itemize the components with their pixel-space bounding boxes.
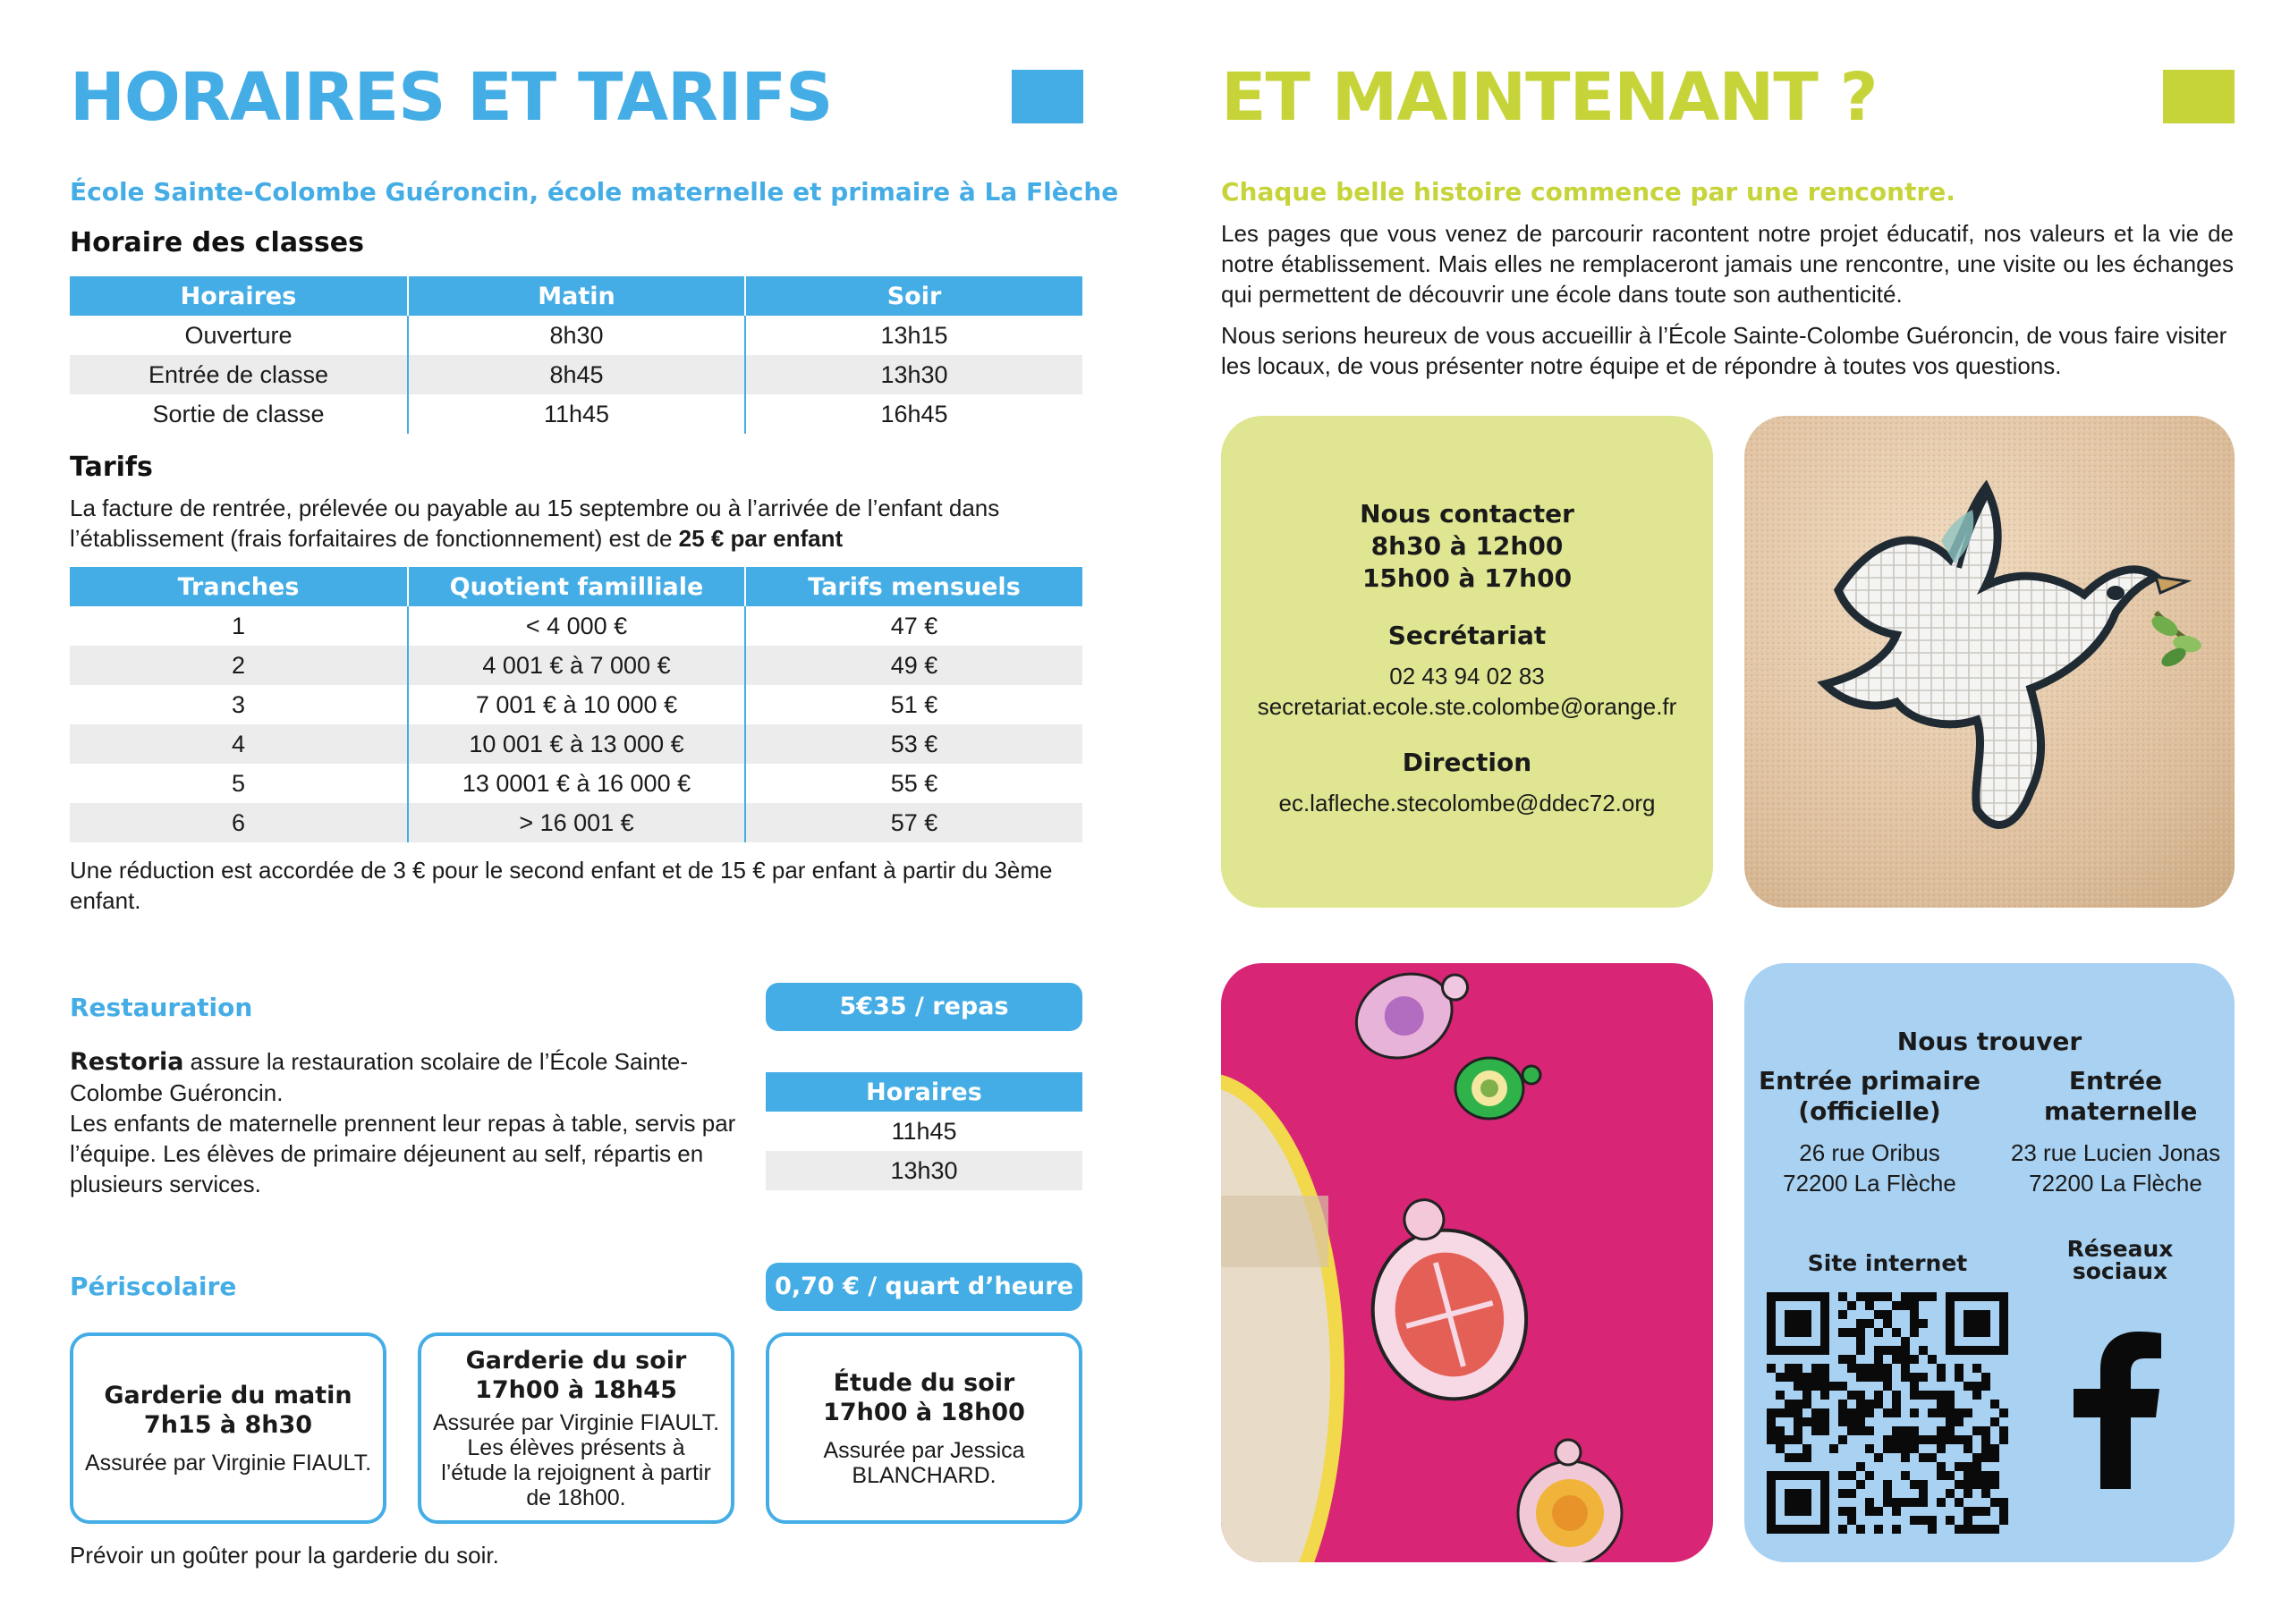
table-cell: 57 € [745, 803, 1082, 842]
table-row [766, 1112, 1082, 1151]
table-cell: 6 [70, 803, 408, 842]
site-label: Site internet [1807, 1250, 1968, 1276]
secretariat-email[interactable]: secretariat.ecole.ste.colombe@orange.fr [1257, 693, 1677, 720]
table-row [70, 606, 1082, 646]
table-row [70, 646, 1082, 685]
box-description: Assurée par Jessica BLANCHARD. [823, 1438, 1025, 1488]
title-accent-square [2163, 70, 2235, 123]
turtles-wall-photo [1221, 963, 1713, 1562]
intro-paragraph-2: Nous serions heureux de vous accueillir à l’École Sainte-Colombe Guéroncin, de vous faire visiter les locaux, de vous présenter notre équipe et de répondre à toutes vos questions. [1221, 322, 2227, 379]
table-cell: 2 [70, 646, 408, 685]
table-cell: 7 001 € à 10 000 € [408, 685, 745, 724]
periscolaire-note: Prévoir un goûter pour la garderie du soir. [70, 1542, 499, 1569]
table-cell: 8h45 [408, 355, 745, 394]
table-row [70, 724, 1082, 764]
table-cell: 3 [231, 690, 246, 718]
table-cell: 1 [231, 612, 246, 639]
box-time: 17h00 à 18h45 [475, 1376, 677, 1404]
periscolaire-heading: Périscolaire [70, 1272, 237, 1301]
restauration-price-badge: 5€35 / repas [766, 983, 1082, 1031]
restauration-text-1: assure la restauration scolaire de l’École Sainte-Colombe Guéroncin. [70, 1048, 689, 1106]
tarifs-text [70, 493, 1085, 554]
box-time: 17h00 à 18h00 [823, 1399, 1025, 1426]
table-header: Soir [745, 276, 1082, 316]
etude-soir-box [766, 1332, 1082, 1524]
table-cell: 13h30 [745, 355, 1082, 394]
table-cell: 4 [70, 724, 408, 764]
primaire-street: 26 rue Oribus [1799, 1139, 1940, 1166]
table-cell: 16h45 [745, 394, 1082, 434]
reduction-text: Une réduction est accordée de 3 € pour le second enfant et de 15 € par enfant à partir du 3ème enfant. [70, 857, 1053, 914]
tarifs-amount: 25 € par enfant [678, 525, 844, 552]
restauration-hours-table [766, 1072, 1082, 1190]
contact-heading: Nous contacter [1360, 499, 1574, 529]
secretariat-phone[interactable]: 02 43 94 02 83 [1389, 663, 1545, 689]
box-time: 7h15 à 8h30 [143, 1411, 313, 1439]
table-row [70, 394, 1082, 434]
right-subtitle: Chaque belle histoire commence par une rencontre. [1221, 177, 1955, 207]
left-title: HORAIRES ET TARIFS [70, 59, 833, 136]
table-cell: 8h30 [408, 316, 745, 355]
table-cell: Ouverture [184, 321, 293, 349]
classes-heading: Horaire des classes [70, 227, 364, 258]
table-row [70, 355, 1082, 394]
table-row [70, 764, 1082, 803]
box-description: Assurée par Virginie FIAULT. Les élèves présents à l’étude la rejoignent à partir de 18h00. [432, 1410, 720, 1510]
maternelle-street: 23 rue Lucien Jonas [2010, 1139, 2221, 1166]
table-row [70, 803, 1082, 842]
maternelle-entrance-label: Entrée maternelle [2044, 1066, 2198, 1126]
table-header: Tranches [70, 567, 408, 606]
table-cell: 47 € [745, 606, 1082, 646]
primaire-entrance-label: Entrée primaire (officielle) [1759, 1066, 1980, 1126]
left-subtitle: École Sainte-Colombe Guéroncin, école maternelle et primaire à La Flèche [70, 177, 1119, 207]
table-cell: 49 € [745, 646, 1082, 685]
table-cell: Entrée de classe [70, 355, 408, 394]
contact-hours-morning: 8h30 à 12h00 [1370, 531, 1564, 561]
restauration-heading: Restauration [70, 993, 253, 1022]
tarifs-table [70, 567, 1082, 842]
restauration-text [70, 1046, 741, 1199]
table-cell: 13h30 [766, 1151, 1082, 1190]
table-cell: > 16 001 € [408, 803, 745, 842]
table-cell: 11h45 [891, 1117, 957, 1145]
facebook-icon[interactable] [2066, 1332, 2165, 1489]
social-label: Réseaux sociaux [2066, 1236, 2174, 1284]
direction-email[interactable]: ec.lafleche.stecolombe@ddec72.org [1278, 790, 1656, 816]
box-title: Garderie du soir [465, 1347, 687, 1374]
tarifs-heading: Tarifs [70, 452, 153, 483]
restoria-brand: Restoria [70, 1048, 184, 1076]
table-row [766, 1151, 1082, 1190]
garderie-matin-box [70, 1332, 386, 1524]
table-cell: Sortie de classe [152, 400, 325, 427]
box-title: Étude du soir [833, 1369, 1015, 1397]
table-header: Matin [408, 276, 745, 316]
dove-mosaic-photo [1744, 416, 2235, 908]
table-cell: 10 001 € à 13 000 € [408, 724, 745, 764]
table-cell: 5 [231, 769, 246, 797]
qr-code-icon[interactable] [1767, 1292, 2008, 1534]
restauration-text-2: Les enfants de maternelle prennent leur repas à table, servis par l’équipe. Les élèves de primaire déjeunent au self, répartis en plusieurs services. [70, 1110, 736, 1197]
find-us-card [1744, 963, 2235, 1562]
contact-card [1221, 416, 1713, 908]
table-header: Quotient familliale [408, 567, 745, 606]
table-cell: 11h45 [408, 394, 745, 434]
table-cell: < 4 000 € [408, 606, 745, 646]
maternelle-city: 72200 La Flèche [2029, 1170, 2202, 1197]
table-cell: 13 0001 € à 16 000 € [408, 764, 745, 803]
table-cell: 51 € [745, 685, 1082, 724]
intro-paragraph-1: Les pages que vous venez de parcourir racontent notre projet éducatif, nos valeurs et la vie de notre établissement. Mais elles ne remplaceront jamais une rencontre, une visite ou les échanges qui permettent de découvrir une école dans toute son authenticité. [1221, 220, 2234, 308]
classes-table [70, 276, 1082, 434]
box-title: Garderie du matin [104, 1382, 352, 1409]
direction-label: Direction [1402, 748, 1532, 777]
contact-hours-afternoon: 15h00 à 17h00 [1361, 563, 1573, 593]
table-row [70, 316, 1082, 355]
table-cell: 55 € [745, 764, 1082, 803]
tarifs-text-body: La facture de rentrée, prélevée ou payable au 15 septembre ou à l’arrivée de l’enfant dans l’établissement (frais forfaitaires de fonctionnement) est de [70, 495, 1000, 552]
table-cell: 53 € [745, 724, 1082, 764]
primaire-city: 72200 La Flèche [1783, 1170, 1956, 1197]
garderie-soir-box [418, 1332, 734, 1524]
right-title: ET MAINTENANT ? [1221, 59, 1878, 136]
box-description: Assurée par Virginie FIAULT. [84, 1451, 372, 1476]
table-header: Horaires [70, 276, 408, 316]
table-cell: 4 001 € à 7 000 € [408, 646, 745, 685]
table-row [70, 685, 1082, 724]
find-heading: Nous trouver [1896, 1027, 2082, 1056]
title-accent-square [1012, 70, 1083, 123]
table-header: Tarifs mensuels [745, 567, 1082, 606]
table-header: Horaires [766, 1072, 1082, 1112]
table-cell: 13h15 [745, 316, 1082, 355]
periscolaire-price-badge: 0,70 € / quart d’heure [766, 1263, 1082, 1311]
secretariat-label: Secrétariat [1387, 621, 1547, 650]
